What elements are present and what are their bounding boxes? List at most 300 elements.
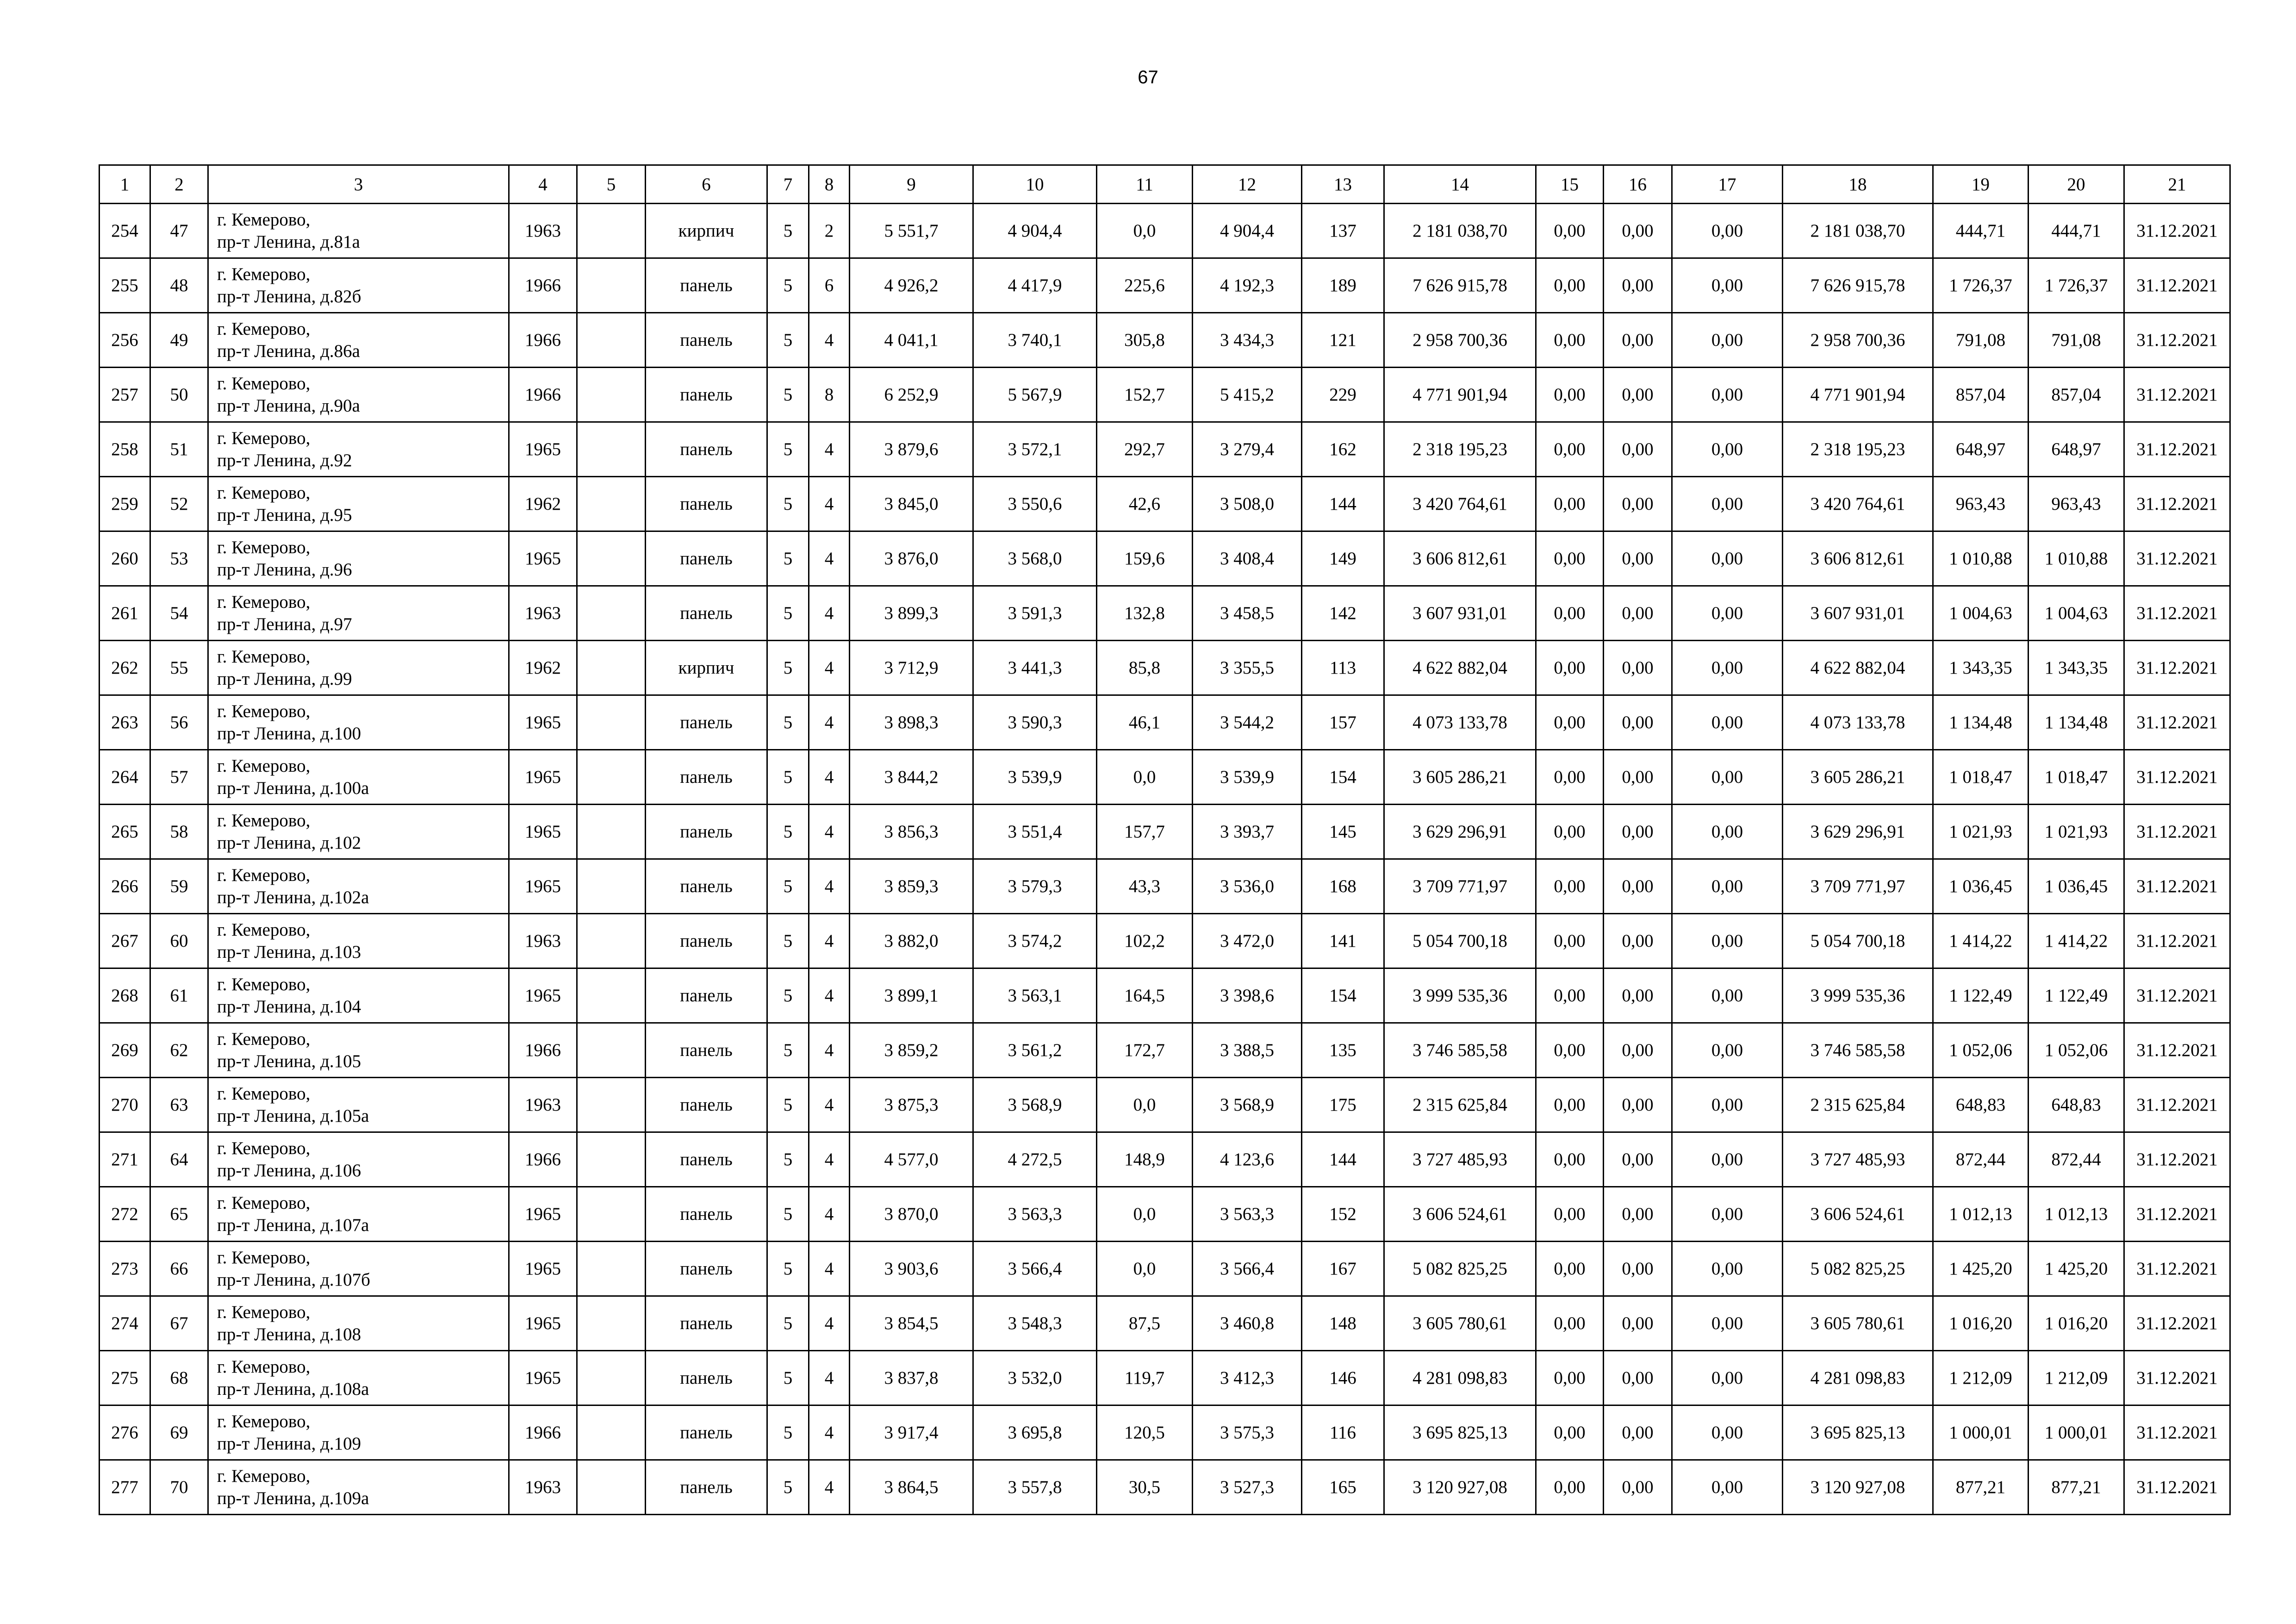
column-14-cell: 7 626 915,78 [1384,258,1536,313]
column-18-cell: 2 958 700,36 [1783,313,1933,368]
floors-cell: 5 [767,1078,809,1132]
column-15-cell: 0,00 [1536,531,1604,586]
year-cell: 1966 [509,258,577,313]
column-11-cell: 152,7 [1097,368,1193,422]
column-16-cell: 0,00 [1604,204,1672,258]
column-11-cell: 148,9 [1097,1132,1193,1187]
column-10-cell: 3 572,1 [973,422,1097,477]
column-19-cell: 1 343,35 [1933,641,2028,695]
column-17-cell: 0,00 [1672,1351,1783,1405]
address-street: пр-т Ленина, д.86а [217,341,360,361]
column-14-cell: 3 709 771,97 [1384,859,1536,914]
column-15-cell: 0,00 [1536,204,1604,258]
column-20-cell: 1 016,20 [2028,1296,2124,1351]
wall-material-cell: кирпич [646,641,767,695]
deadline-date-cell: 31.12.2021 [2124,641,2230,695]
entrances-cell: 4 [809,531,850,586]
column-9-cell: 3 856,3 [850,805,973,859]
address-cell [208,1023,509,1078]
column-15-cell: 0,00 [1536,1023,1604,1078]
column-10-cell: 3 441,3 [973,641,1097,695]
column-9-cell: 3 859,3 [850,859,973,914]
table-row [100,641,2230,695]
column-12-cell: 3 460,8 [1193,1296,1302,1351]
local-number-cell: 60 [150,914,208,968]
entrances-cell: 4 [809,422,850,477]
local-number-cell: 54 [150,586,208,641]
row-number-cell: 260 [100,531,150,586]
column-14-cell: 4 281 098,83 [1384,1351,1536,1405]
column-14-cell: 3 605 780,61 [1384,1296,1536,1351]
column-13-cell: 121 [1302,313,1384,368]
column-number-header: 4 [509,165,577,204]
row-number-cell: 256 [100,313,150,368]
column-13-cell: 146 [1302,1351,1384,1405]
column-17-cell: 0,00 [1672,695,1783,750]
column-9-cell: 3 864,5 [850,1460,973,1515]
column-18-cell: 4 771 901,94 [1783,368,1933,422]
column-20-cell: 857,04 [2028,368,2124,422]
column-19-cell: 1 726,37 [1933,258,2028,313]
column-12-cell: 3 398,6 [1193,968,1302,1023]
column-12-cell: 3 566,4 [1193,1242,1302,1296]
column-19-cell: 791,08 [1933,313,2028,368]
column-19-cell: 1 212,09 [1933,1351,2028,1405]
deadline-date-cell: 31.12.2021 [2124,204,2230,258]
entrances-cell: 4 [809,914,850,968]
address-street: пр-т Ленина, д.100 [217,723,361,743]
deadline-date-cell: 31.12.2021 [2124,1132,2230,1187]
table-body [100,204,2230,1515]
column-20-cell: 648,83 [2028,1078,2124,1132]
year-cell: 1962 [509,477,577,531]
column-9-cell: 3 882,0 [850,914,973,968]
column-12-cell: 3 279,4 [1193,422,1302,477]
local-number-cell: 66 [150,1242,208,1296]
column-5-cell [577,1132,646,1187]
year-cell: 1966 [509,1405,577,1460]
column-19-cell: 1 016,20 [1933,1296,2028,1351]
column-17-cell: 0,00 [1672,1296,1783,1351]
column-15-cell: 0,00 [1536,1460,1604,1515]
column-13-cell: 157 [1302,695,1384,750]
row-number-cell: 265 [100,805,150,859]
column-10-cell: 3 539,9 [973,750,1097,805]
column-10-cell: 3 561,2 [973,1023,1097,1078]
housing-registry-table [99,164,2231,1515]
local-number-cell: 57 [150,750,208,805]
address-cell [208,968,509,1023]
table-row [100,1405,2230,1460]
column-10-cell: 3 591,3 [973,586,1097,641]
column-number-header: 3 [208,165,509,204]
column-18-cell: 2 315 625,84 [1783,1078,1933,1132]
column-9-cell: 3 899,3 [850,586,973,641]
column-18-cell: 3 999 535,36 [1783,968,1933,1023]
address-city: г. Кемерово, [217,919,311,940]
address-city: г. Кемерово, [217,1193,311,1213]
column-5-cell [577,204,646,258]
table-row [100,1242,2230,1296]
column-9-cell: 6 252,9 [850,368,973,422]
column-11-cell: 157,7 [1097,805,1193,859]
column-19-cell: 1 122,49 [1933,968,2028,1023]
column-13-cell: 167 [1302,1242,1384,1296]
floors-cell: 5 [767,1132,809,1187]
column-10-cell: 3 548,3 [973,1296,1097,1351]
column-16-cell: 0,00 [1604,695,1672,750]
column-9-cell: 3 917,4 [850,1405,973,1460]
column-19-cell: 963,43 [1933,477,2028,531]
column-19-cell: 1 000,01 [1933,1405,2028,1460]
table-row [100,750,2230,805]
column-10-cell: 4 904,4 [973,204,1097,258]
column-18-cell: 4 073 133,78 [1783,695,1933,750]
column-13-cell: 144 [1302,477,1384,531]
column-14-cell: 4 073 133,78 [1384,695,1536,750]
year-cell: 1965 [509,531,577,586]
column-11-cell: 172,7 [1097,1023,1193,1078]
local-number-cell: 50 [150,368,208,422]
column-12-cell: 3 412,3 [1193,1351,1302,1405]
row-number-cell: 277 [100,1460,150,1515]
column-10-cell: 3 557,8 [973,1460,1097,1515]
column-12-cell: 4 192,3 [1193,258,1302,313]
column-12-cell: 3 408,4 [1193,531,1302,586]
address-cell [208,258,509,313]
column-19-cell: 1 036,45 [1933,859,2028,914]
column-5-cell [577,368,646,422]
entrances-cell: 4 [809,968,850,1023]
floors-cell: 5 [767,859,809,914]
column-13-cell: 141 [1302,914,1384,968]
wall-material-cell: панель [646,1460,767,1515]
entrances-cell: 4 [809,1405,850,1460]
column-15-cell: 0,00 [1536,805,1604,859]
column-18-cell: 3 695 825,13 [1783,1405,1933,1460]
address-cell [208,204,509,258]
column-14-cell: 5 054 700,18 [1384,914,1536,968]
column-17-cell: 0,00 [1672,914,1783,968]
deadline-date-cell: 31.12.2021 [2124,313,2230,368]
deadline-date-cell: 31.12.2021 [2124,1078,2230,1132]
column-14-cell: 3 605 286,21 [1384,750,1536,805]
entrances-cell: 4 [809,1132,850,1187]
address-city: г. Кемерово, [217,428,311,448]
table-row [100,477,2230,531]
table-row [100,368,2230,422]
table-row [100,914,2230,968]
row-number-cell: 261 [100,586,150,641]
row-number-cell: 275 [100,1351,150,1405]
column-5-cell [577,1023,646,1078]
column-19-cell: 857,04 [1933,368,2028,422]
entrances-cell: 4 [809,1460,850,1515]
column-11-cell: 102,2 [1097,914,1193,968]
row-number-cell: 262 [100,641,150,695]
column-13-cell: 142 [1302,586,1384,641]
column-13-cell: 144 [1302,1132,1384,1187]
column-18-cell: 3 120 927,08 [1783,1460,1933,1515]
column-17-cell: 0,00 [1672,1405,1783,1460]
row-number-cell: 258 [100,422,150,477]
column-number-header: 9 [850,165,973,204]
column-15-cell: 0,00 [1536,258,1604,313]
row-number-cell: 274 [100,1296,150,1351]
year-cell: 1963 [509,1078,577,1132]
address-street: пр-т Ленина, д.107а [217,1215,369,1235]
address-cell [208,1242,509,1296]
entrances-cell: 6 [809,258,850,313]
column-12-cell: 3 536,0 [1193,859,1302,914]
column-17-cell: 0,00 [1672,258,1783,313]
address-city: г. Кемерово, [217,810,311,831]
column-12-cell: 5 415,2 [1193,368,1302,422]
address-cell [208,531,509,586]
column-11-cell: 292,7 [1097,422,1193,477]
table-row [100,1132,2230,1187]
local-number-cell: 49 [150,313,208,368]
column-16-cell: 0,00 [1604,313,1672,368]
column-number-header: 13 [1302,165,1384,204]
column-17-cell: 0,00 [1672,422,1783,477]
column-10-cell: 3 563,1 [973,968,1097,1023]
address-city: г. Кемерово, [217,865,311,885]
deadline-date-cell: 31.12.2021 [2124,477,2230,531]
row-number-cell: 266 [100,859,150,914]
floors-cell: 5 [767,422,809,477]
column-14-cell: 3 727 485,93 [1384,1132,1536,1187]
column-15-cell: 0,00 [1536,422,1604,477]
column-19-cell: 1 004,63 [1933,586,2028,641]
deadline-date-cell: 31.12.2021 [2124,750,2230,805]
row-number-cell: 267 [100,914,150,968]
year-cell: 1963 [509,1460,577,1515]
deadline-date-cell: 31.12.2021 [2124,1405,2230,1460]
local-number-cell: 55 [150,641,208,695]
entrances-cell: 4 [809,859,850,914]
address-city: г. Кемерово, [217,537,311,557]
column-17-cell: 0,00 [1672,313,1783,368]
column-14-cell: 3 746 585,58 [1384,1023,1536,1078]
column-11-cell: 46,1 [1097,695,1193,750]
floors-cell: 5 [767,204,809,258]
address-city: г. Кемерово, [217,1247,311,1268]
column-17-cell: 0,00 [1672,750,1783,805]
floors-cell: 5 [767,258,809,313]
column-number-header: 14 [1384,165,1536,204]
column-18-cell: 3 606 812,61 [1783,531,1933,586]
column-11-cell: 0,0 [1097,1187,1193,1242]
column-5-cell [577,641,646,695]
table-row [100,1460,2230,1515]
column-12-cell: 3 563,3 [1193,1187,1302,1242]
local-number-cell: 61 [150,968,208,1023]
floors-cell: 5 [767,477,809,531]
column-number-header: 20 [2028,165,2124,204]
entrances-cell: 4 [809,1187,850,1242]
column-9-cell: 3 844,2 [850,750,973,805]
column-10-cell: 3 695,8 [973,1405,1097,1460]
column-20-cell: 648,97 [2028,422,2124,477]
wall-material-cell: панель [646,1242,767,1296]
entrances-cell: 8 [809,368,850,422]
address-city: г. Кемерово, [217,701,311,721]
column-5-cell [577,422,646,477]
column-16-cell: 0,00 [1604,914,1672,968]
column-9-cell: 3 903,6 [850,1242,973,1296]
year-cell: 1965 [509,1187,577,1242]
row-number-cell: 276 [100,1405,150,1460]
column-17-cell: 0,00 [1672,968,1783,1023]
column-10-cell: 3 532,0 [973,1351,1097,1405]
table-row [100,204,2230,258]
address-street: пр-т Ленина, д.109 [217,1433,361,1454]
local-number-cell: 62 [150,1023,208,1078]
column-13-cell: 135 [1302,1023,1384,1078]
column-number-row [100,165,2230,204]
column-20-cell: 877,21 [2028,1460,2124,1515]
column-5-cell [577,859,646,914]
address-cell [208,1460,509,1515]
entrances-cell: 4 [809,750,850,805]
address-cell [208,1405,509,1460]
year-cell: 1965 [509,1351,577,1405]
address-street: пр-т Ленина, д.102 [217,832,361,853]
wall-material-cell: панель [646,1023,767,1078]
column-20-cell: 1 134,48 [2028,695,2124,750]
column-11-cell: 0,0 [1097,204,1193,258]
column-17-cell: 0,00 [1672,1078,1783,1132]
column-9-cell: 3 837,8 [850,1351,973,1405]
column-18-cell: 2 181 038,70 [1783,204,1933,258]
address-cell [208,750,509,805]
column-5-cell [577,695,646,750]
wall-material-cell: панель [646,805,767,859]
wall-material-cell: панель [646,1351,767,1405]
column-12-cell: 3 527,3 [1193,1460,1302,1515]
column-9-cell: 3 870,0 [850,1187,973,1242]
year-cell: 1962 [509,641,577,695]
column-18-cell: 3 605 780,61 [1783,1296,1933,1351]
address-street: пр-т Ленина, д.90а [217,395,360,416]
column-11-cell: 305,8 [1097,313,1193,368]
column-18-cell: 3 420 764,61 [1783,477,1933,531]
floors-cell: 5 [767,968,809,1023]
entrances-cell: 4 [809,477,850,531]
table-row [100,1351,2230,1405]
column-15-cell: 0,00 [1536,1132,1604,1187]
column-10-cell: 3 566,4 [973,1242,1097,1296]
year-cell: 1963 [509,586,577,641]
table-row [100,968,2230,1023]
column-17-cell: 0,00 [1672,204,1783,258]
wall-material-cell: панель [646,422,767,477]
column-15-cell: 0,00 [1536,1187,1604,1242]
deadline-date-cell: 31.12.2021 [2124,1460,2230,1515]
column-5-cell [577,1242,646,1296]
floors-cell: 5 [767,805,809,859]
address-city: г. Кемерово, [217,592,311,612]
column-16-cell: 0,00 [1604,750,1672,805]
column-14-cell: 3 120 927,08 [1384,1460,1536,1515]
deadline-date-cell: 31.12.2021 [2124,1187,2230,1242]
column-17-cell: 0,00 [1672,859,1783,914]
column-17-cell: 0,00 [1672,1132,1783,1187]
column-9-cell: 3 875,3 [850,1078,973,1132]
column-18-cell: 3 606 524,61 [1783,1187,1933,1242]
column-15-cell: 0,00 [1536,695,1604,750]
column-20-cell: 1 414,22 [2028,914,2124,968]
column-20-cell: 1 122,49 [2028,968,2124,1023]
column-9-cell: 4 577,0 [850,1132,973,1187]
column-15-cell: 0,00 [1536,1078,1604,1132]
column-5-cell [577,1296,646,1351]
column-12-cell: 4 904,4 [1193,204,1302,258]
column-20-cell: 444,71 [2028,204,2124,258]
wall-material-cell: кирпич [646,204,767,258]
column-10-cell: 3 550,6 [973,477,1097,531]
column-14-cell: 5 082 825,25 [1384,1242,1536,1296]
column-18-cell: 4 622 882,04 [1783,641,1933,695]
column-20-cell: 1 018,47 [2028,750,2124,805]
column-9-cell: 3 899,1 [850,968,973,1023]
column-16-cell: 0,00 [1604,422,1672,477]
column-14-cell: 3 606 524,61 [1384,1187,1536,1242]
column-19-cell: 877,21 [1933,1460,2028,1515]
local-number-cell: 59 [150,859,208,914]
column-10-cell: 3 740,1 [973,313,1097,368]
address-street: пр-т Ленина, д.108 [217,1324,361,1344]
row-number-cell: 259 [100,477,150,531]
floors-cell: 5 [767,313,809,368]
floors-cell: 5 [767,1242,809,1296]
column-16-cell: 0,00 [1604,1351,1672,1405]
deadline-date-cell: 31.12.2021 [2124,531,2230,586]
floors-cell: 5 [767,1187,809,1242]
column-19-cell: 648,97 [1933,422,2028,477]
column-16-cell: 0,00 [1604,1078,1672,1132]
entrances-cell: 4 [809,695,850,750]
column-14-cell: 2 315 625,84 [1384,1078,1536,1132]
deadline-date-cell: 31.12.2021 [2124,1351,2230,1405]
deadline-date-cell: 31.12.2021 [2124,914,2230,968]
column-number-header: 19 [1933,165,2028,204]
address-city: г. Кемерово, [217,1302,311,1322]
local-number-cell: 58 [150,805,208,859]
column-13-cell: 113 [1302,641,1384,695]
entrances-cell: 4 [809,586,850,641]
row-number-cell: 254 [100,204,150,258]
entrances-cell: 4 [809,805,850,859]
column-20-cell: 1 012,13 [2028,1187,2124,1242]
column-16-cell: 0,00 [1604,859,1672,914]
row-number-cell: 255 [100,258,150,313]
column-16-cell: 0,00 [1604,1296,1672,1351]
address-street: пр-т Ленина, д.97 [217,614,352,634]
column-20-cell: 872,44 [2028,1132,2124,1187]
column-11-cell: 132,8 [1097,586,1193,641]
column-11-cell: 42,6 [1097,477,1193,531]
row-number-cell: 263 [100,695,150,750]
address-street: пр-т Ленина, д.108а [217,1379,369,1399]
floors-cell: 5 [767,641,809,695]
table-row [100,1187,2230,1242]
column-number-header: 18 [1783,165,1933,204]
column-19-cell: 1 010,88 [1933,531,2028,586]
column-19-cell: 1 425,20 [1933,1242,2028,1296]
column-12-cell: 3 393,7 [1193,805,1302,859]
